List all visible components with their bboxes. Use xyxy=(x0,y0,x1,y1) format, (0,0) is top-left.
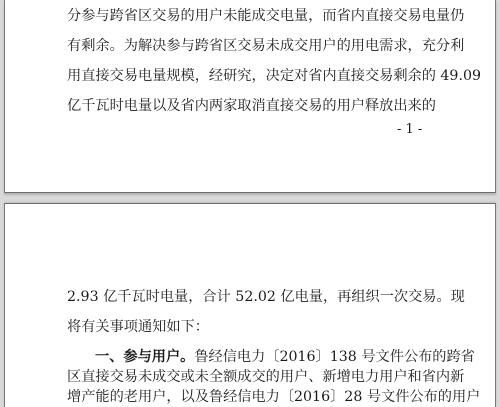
paragraph-line: 分参与跨省区交易的用户未能成交电量，而省内直接交易电量仍 xyxy=(67,8,465,24)
paragraph-line: 2.93 亿千瓦时电量，合计 52.02 亿电量，再组织一次交易。现 xyxy=(67,289,465,305)
paragraph-line: 有剩余。为解决参与跨省区交易未成交用户的用电需求，充分利 xyxy=(67,38,465,54)
paragraph-line: 增产能的老用户，以及鲁经信电力〔2016〕28 号文件公布的用户 xyxy=(67,389,481,405)
section-heading-line xyxy=(95,347,475,367)
page-number: - 1 - xyxy=(397,122,423,137)
document-page-1 xyxy=(4,0,496,193)
section-heading: 一、参与用户。 xyxy=(95,349,195,365)
paragraph-line: 区直接交易未成交或未全额成交的用户、新增电力用户和省内新 xyxy=(67,369,465,385)
paragraph-line: 将有关事项通知如下： xyxy=(67,319,209,335)
section-text: 鲁经信电力〔2016〕138 号文件公布的跨省 xyxy=(194,349,475,365)
document-page-2 xyxy=(4,203,496,407)
paragraph-line: 用直接交易电量规模，经研究，决定对省内直接交易剩余的 49.09 xyxy=(67,68,482,84)
paragraph-line: 亿千瓦时电量以及省内两家取消直接交易的用户释放出来的 xyxy=(67,98,436,114)
